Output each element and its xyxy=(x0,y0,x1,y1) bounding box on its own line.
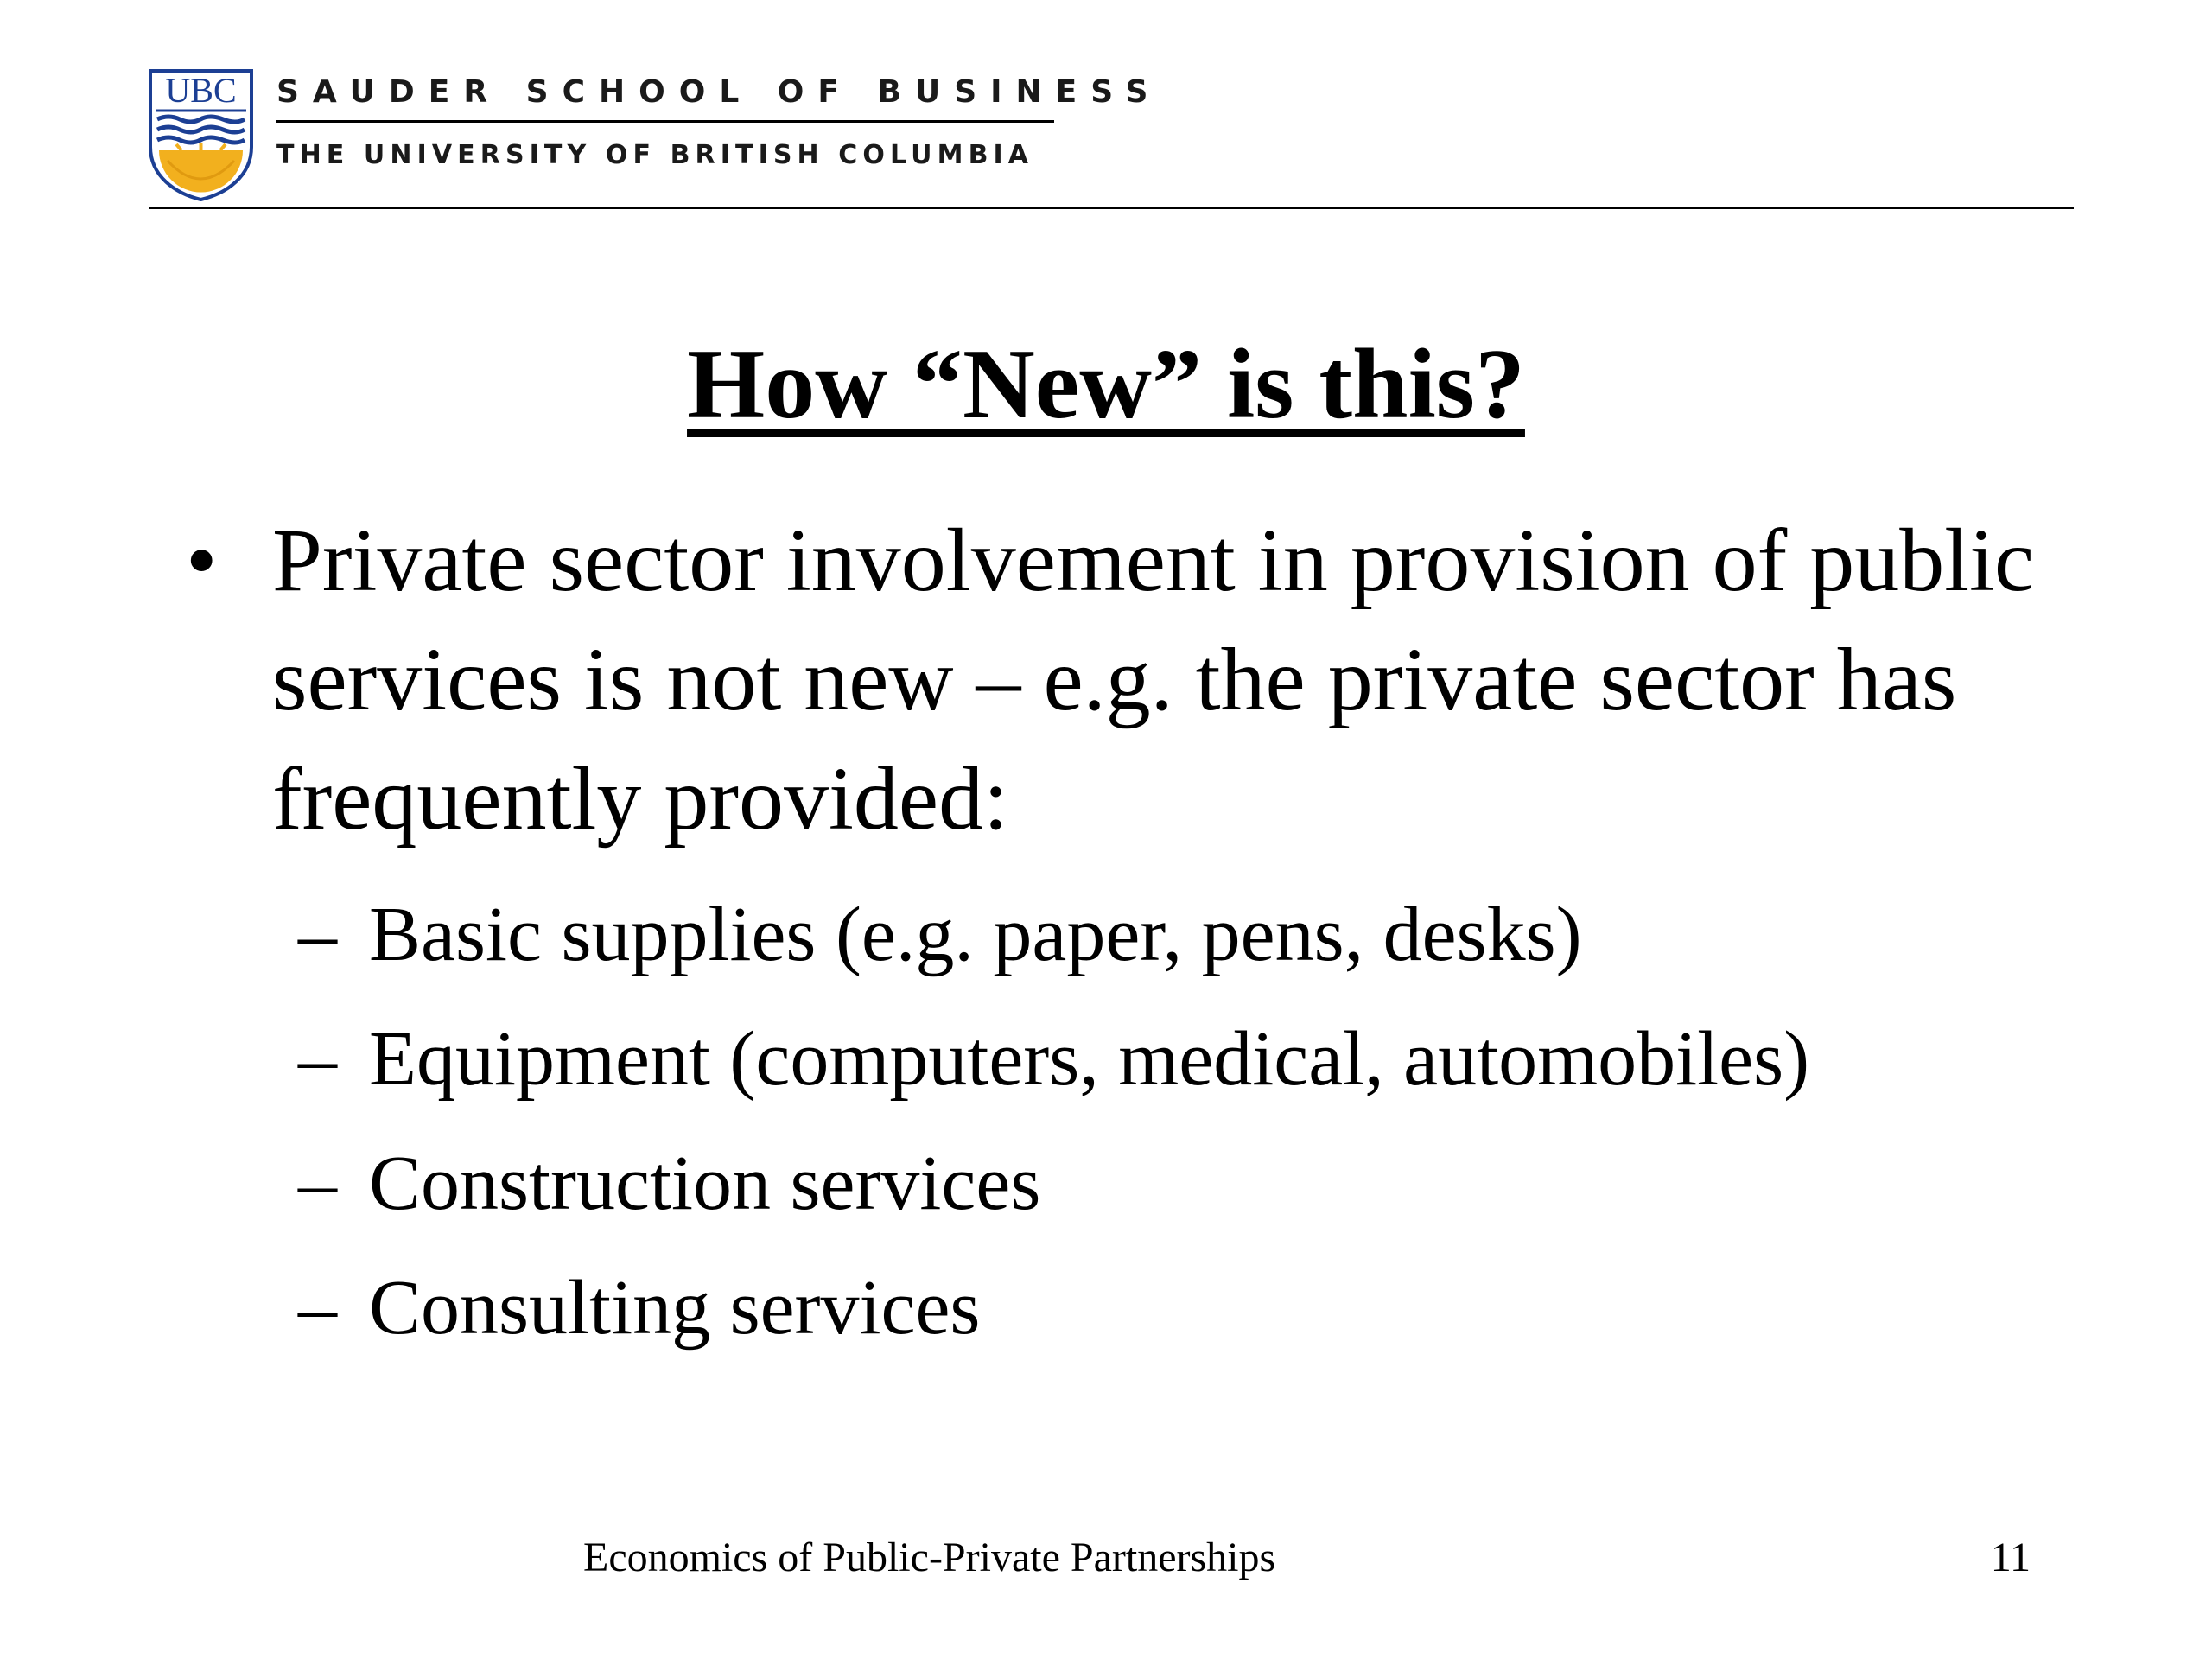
footer-course-title: Economics of Public-Private Partnerships xyxy=(583,1535,1276,1580)
ubc-crest-logo xyxy=(147,67,255,201)
ubc-logo-text: UBC xyxy=(165,71,237,110)
header xyxy=(147,67,2082,207)
sub-item-text: Equipment (computers, medical, automobiles) xyxy=(369,1016,1810,1102)
list-item xyxy=(298,1246,2026,1370)
sub-item-text: Construction services xyxy=(369,1141,1041,1226)
sub-item-text: Basic supplies (e.g. paper, pens, desks) xyxy=(369,892,1582,977)
school-name: SAUDER SCHOOL OF BUSINESS xyxy=(276,74,1162,110)
list-item xyxy=(298,997,2026,1122)
dash-marker: – xyxy=(298,1141,337,1226)
header-divider xyxy=(149,207,2074,209)
sub-item-text: Consulting services xyxy=(369,1265,981,1351)
bullet-marker: • xyxy=(186,511,218,610)
dash-marker: – xyxy=(298,892,337,977)
header-divider-short xyxy=(276,120,1054,123)
page-number: 11 xyxy=(1990,1535,2031,1580)
dash-marker: – xyxy=(298,1265,337,1351)
university-name: THE UNIVERSITY OF BRITISH COLUMBIA xyxy=(276,140,1034,170)
list-item xyxy=(298,873,2026,997)
sub-bullet-list xyxy=(298,873,2026,1370)
main-bullet-text: Private sector involvement in provision of public services is not new – e.g. the private sector has frequently provided: xyxy=(272,511,2035,849)
slide-title xyxy=(0,328,2212,441)
slide-title-text: How “New” is this? xyxy=(687,329,1525,440)
dash-marker: – xyxy=(298,1016,337,1102)
list-item xyxy=(298,1122,2026,1246)
